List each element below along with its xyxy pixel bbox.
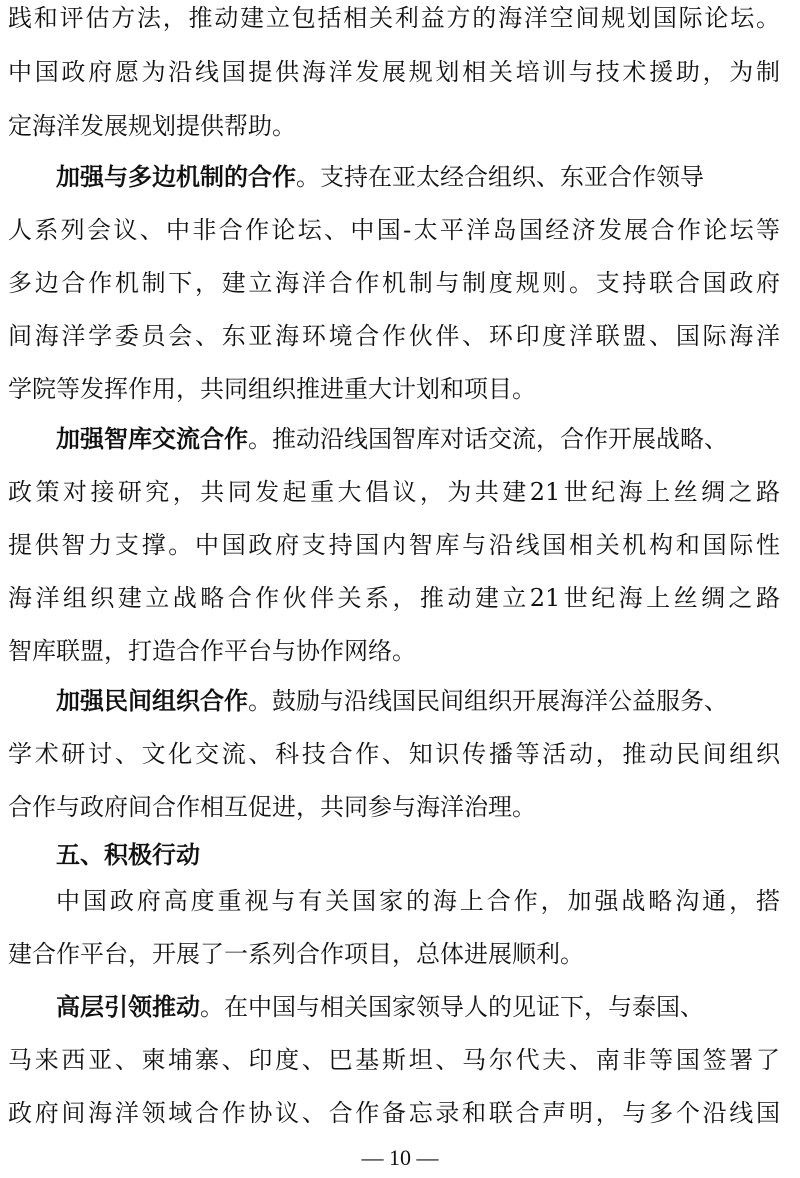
paragraph-first-line <box>56 992 704 1022</box>
page-number: — 10 — <box>361 1145 439 1170</box>
section-heading: 五、积极行动 <box>56 841 200 869</box>
text-line: 多边合作机制下，建立海洋合作机制与制度规则。支持联合国政府 <box>8 269 780 297</box>
text-line: 学院等发挥作用，共同组织推进重大计划和项目。 <box>8 375 536 403</box>
text-run: 。推动沿线国智库对话交流，合作开展战略、 <box>248 425 728 453</box>
text-run: 。支持在亚太经合组织、东亚合作领导 <box>296 163 704 191</box>
text-line: 马来西亚、柬埔寨、印度、巴基斯坦、马尔代夫、南非等国签署了 <box>8 1046 780 1074</box>
text-line: 智库联盟，打造合作平台与协作网络。 <box>8 637 416 665</box>
text-line: 间海洋学委员会、东亚海环境合作伙伴、环印度洋联盟、国际海洋 <box>8 322 780 350</box>
paragraph-first-line <box>56 686 728 716</box>
text-line: 人系列会议、中非合作论坛、中国-太平洋岛国经济发展合作论坛等 <box>8 216 780 244</box>
text-line: 合作与政府间合作相互促进，共同参与海洋治理。 <box>8 793 536 821</box>
text-line: 中国政府高度重视与有关国家的海上合作，加强战略沟通，搭 <box>56 887 780 915</box>
text-line: 学术研讨、文化交流、科技合作、知识传播等活动，推动民间组织 <box>8 740 780 768</box>
paragraph-first-line <box>56 424 728 454</box>
text-line: 定海洋发展规划提供帮助。 <box>8 112 296 140</box>
paragraph-lead: 加强与多边机制的合作 <box>56 163 296 191</box>
paragraph-lead: 加强智库交流合作 <box>56 425 248 453</box>
text-line: 中国政府愿为沿线国提供海洋发展规划相关培训与技术援助，为制 <box>8 58 780 86</box>
paragraph-lead: 加强民间组织合作 <box>56 687 248 715</box>
paragraph-first-line <box>56 162 704 192</box>
text-line: 提供智力支撑。中国政府支持国内智库与沿线国相关机构和国际性 <box>8 531 780 559</box>
text-line: 践和评估方法，推动建立包括相关利益方的海洋空间规划国际论坛。 <box>8 4 780 32</box>
text-line: 海洋组织建立战略合作伙伴关系，推动建立21世纪海上丝绸之路 <box>8 584 780 612</box>
text-run: 。鼓励与沿线国民间组织开展海洋公益服务、 <box>248 687 728 715</box>
text-line: 政策对接研究，共同发起重大倡议，为共建21世纪海上丝绸之路 <box>8 478 780 506</box>
text-line: 建合作平台，开展了一系列合作项目，总体进展顺利。 <box>8 940 584 968</box>
paragraph-lead: 高层引领推动 <box>56 993 200 1021</box>
text-run: 。在中国与相关国家领导人的见证下，与泰国、 <box>200 993 704 1021</box>
text-line: 政府间海洋领域合作协议、合作备忘录和联合声明，与多个沿线国 <box>8 1099 780 1127</box>
